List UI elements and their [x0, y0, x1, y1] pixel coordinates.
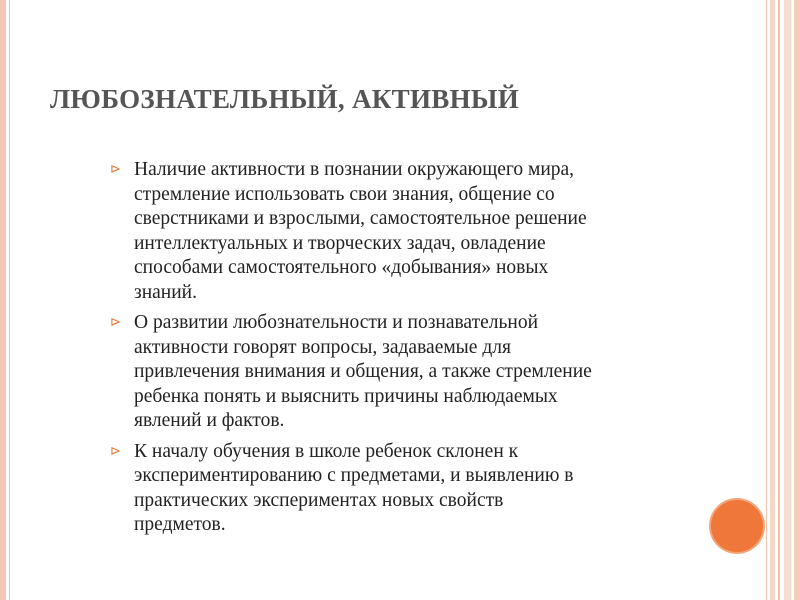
- bullet-text-line: предметов.: [134, 514, 226, 535]
- bullet-text-line: практических экспериментах новых свойств: [134, 489, 504, 511]
- bullet-arrow-icon: ⊳: [110, 315, 121, 330]
- bullet-text-line: сверстниками и взрослыми, самостоятельное решение: [134, 208, 587, 229]
- bullet-text-line: экспериментированию с предметами, и выявлению в: [134, 465, 574, 486]
- bullet-text-line: знаний.: [134, 281, 197, 303]
- bullet-arrow-icon: ⊳: [110, 443, 121, 459]
- right-decorative-line: [766, 0, 767, 600]
- right-decorative-band: [770, 0, 775, 600]
- bullet-item: [110, 440, 766, 538]
- slide-title: ЛЮБОЗНАТЕЛЬНЫЙ, АКТИВНЫЙ: [50, 84, 520, 114]
- right-decorative-band: [794, 0, 800, 600]
- bullet-text-line: К началу обучения в школе ребенок склонен к: [134, 440, 519, 462]
- right-decorative-band: [784, 0, 791, 600]
- bullet-text-line: Наличие активности в познании окружающего мира,: [134, 159, 575, 180]
- left-decorative-line: [9, 0, 10, 600]
- left-decorative-band: [0, 0, 6, 600]
- bullet-list: [110, 158, 766, 544]
- decorative-orange-circle: [711, 500, 763, 552]
- bullet-text-line: привлечения внимания и общения, а также стремление: [134, 361, 592, 382]
- bullet-text-line: активности говорят вопросы, задаваемые для: [134, 336, 511, 358]
- bullet-arrow-icon: ⊳: [110, 162, 121, 177]
- bullet-text-line: явлений и фактов.: [134, 410, 285, 431]
- bullet-text-line: способами самостоятельного «добывания» новых: [134, 257, 549, 278]
- bullet-text-line: стремление использовать свои знания, общение со: [134, 183, 555, 205]
- bullet-text-line: ребенка понять и выяснить причины наблюдаемых: [134, 385, 558, 407]
- bullet-text-line: О развитии любознательности и познавательной: [134, 312, 539, 333]
- right-decorative-line: [778, 0, 780, 600]
- bullet-item: [110, 158, 766, 305]
- bullet-item: [110, 311, 766, 434]
- bullet-text-line: интеллектуальных и творческих задач, овладение: [134, 232, 546, 254]
